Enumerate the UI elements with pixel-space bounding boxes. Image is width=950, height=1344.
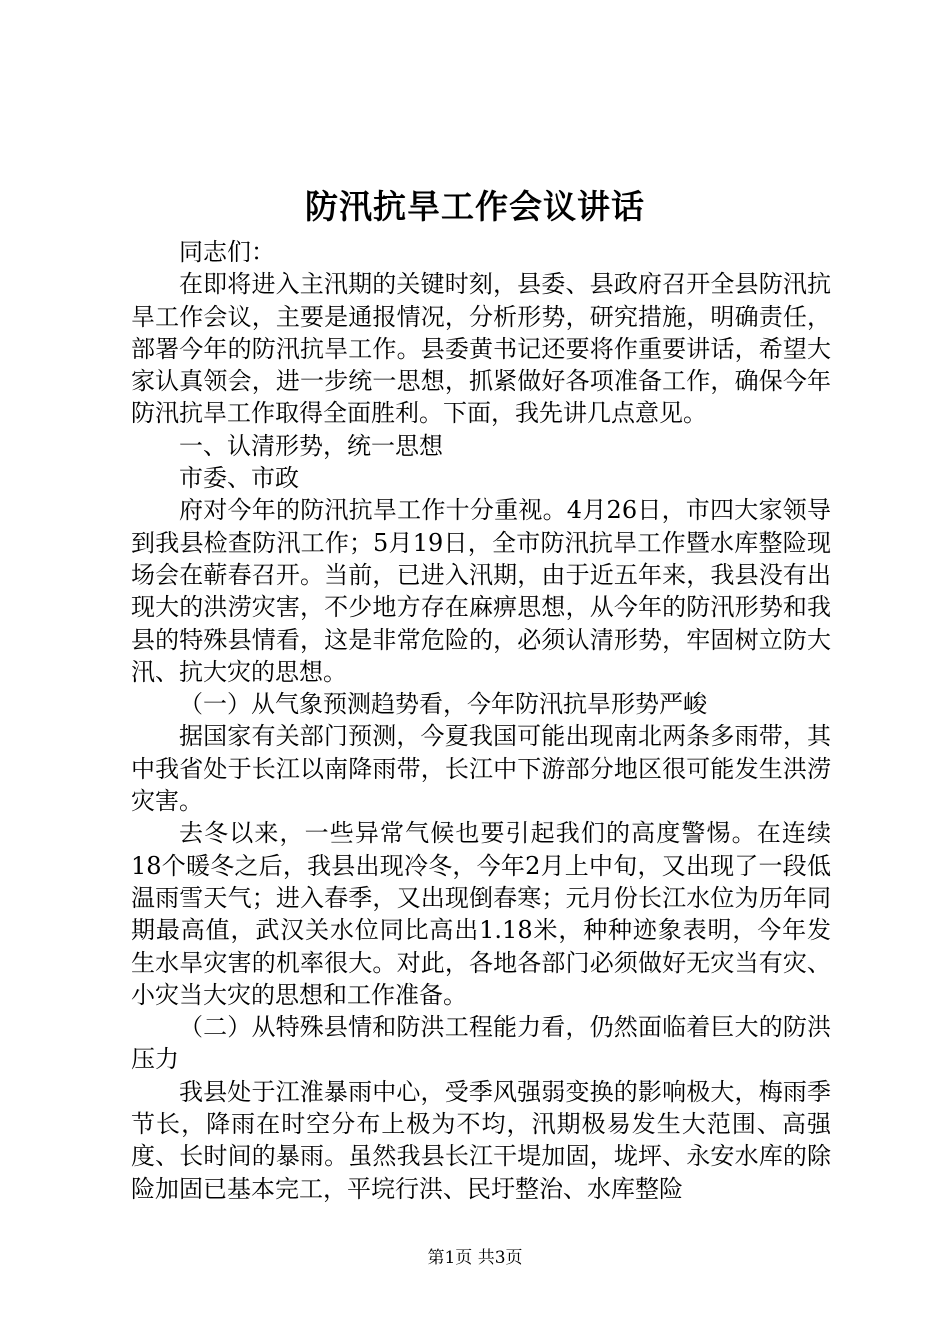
paragraph-weather: 去冬以来，一些异常气候也要引起我们的高度警惕。在连续18个暖冬之后，我县出现冷冬，今年2月上中旬，又出现了一段低温雨雪天气；进入春季，又出现倒春寒；元月份长江水位为历年同期最高值，武汉关水位同比高出1.18米，种种迹象表明，今年发生水旱灾害的机率很大。对此，各地各部门必须做好无灾当有灾、小灾当大灾的思想和工作准备。 xyxy=(131,819,831,1009)
paragraph-greeting: 同志们： xyxy=(179,238,275,266)
paragraph-forecast: 据国家有关部门预测，今夏我国可能出现南北两条多雨带，其中我省处于长江以南降雨带，长江中下游部分地区很可能发生洪涝灾害。 xyxy=(131,722,831,816)
paragraph-fragment: 市委、市政 xyxy=(179,464,299,493)
paragraph-intro: 在即将进入主汛期的关键时刻，县委、县政府召开全县防汛抗旱工作会议，主要是通报情况，分析形势，研究措施，明确责任，部署今年的防汛抗旱工作。县委黄书记还要将作重要讲话，希望大家认真领会，进一步统一思想，抓紧做好各项准备工作，确保今年防汛抗旱工作取得全面胜利。下面，我先讲几点意见。 xyxy=(131,270,831,428)
page-number-footer: 第1页 共3页 xyxy=(427,1248,523,1268)
document-title: 防汛抗旱工作会议讲话 xyxy=(305,187,645,226)
document-body xyxy=(131,236,831,1205)
section-heading-1: 一、认清形势，统一思想 xyxy=(179,431,443,460)
subsection-heading-2: （二）从特殊县情和防洪工程能力看，仍然面临着巨大的防洪压力 xyxy=(131,1013,831,1074)
paragraph-county-conditions: 我县处于江淮暴雨中心，受季风强弱变换的影响极大，梅雨季节长，降雨在时空分布上极为不均，汛期极易发生大范围、高强度、长时间的暴雨。虽然我县长江干堤加固，垅坪、永安水库的除险加固已基本完工，平垸行洪、民圩整治、水库整险 xyxy=(131,1077,831,1203)
subsection-heading-1: （一）从气象预测趋势看，今年防汛抗旱形势严峻 xyxy=(179,690,707,719)
paragraph-situation: 府对今年的防汛抗旱工作十分重视。4月26日，市四大家领导到我县检查防汛工作；5月19日，全市防汛抗旱工作暨水库整险现场会在蕲春召开。当前，已进入汛期，由于近五年来，我县没有出现大的洪涝灾害，不少地方存在麻痹思想，从今年的防汛形势和我县的特殊县情看，这是非常危险的，必须认清形势，牢固树立防大汛、抗大灾的思想。 xyxy=(131,496,831,686)
